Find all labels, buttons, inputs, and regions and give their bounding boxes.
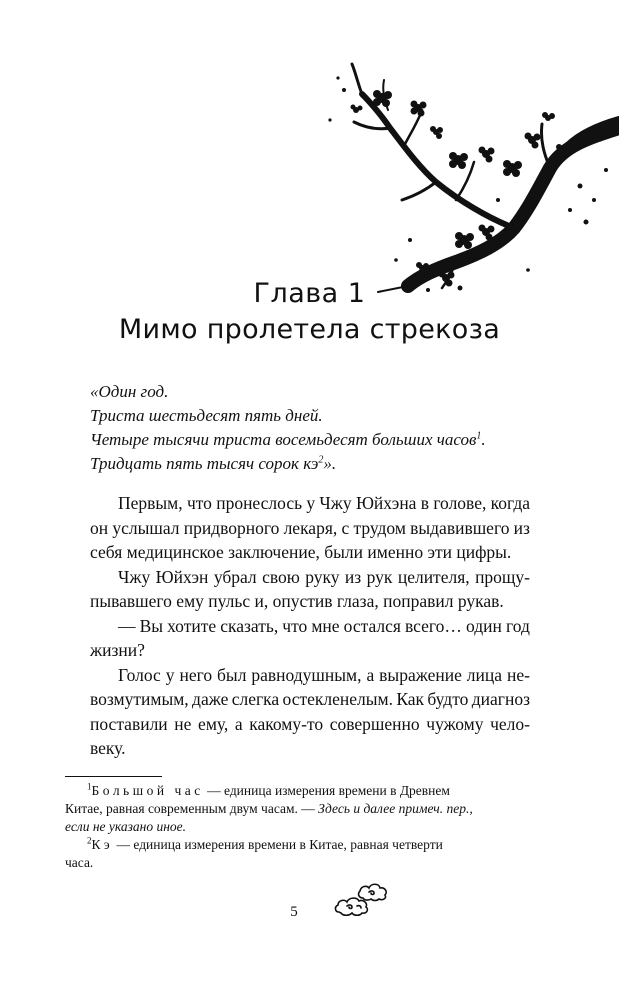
- footnotes: [65, 782, 535, 872]
- text-line: веку.: [90, 738, 126, 758]
- cloud-ornament-icon: [333, 878, 395, 922]
- text-line: возмутимым, даже слегка остекленелым. Как будто диагноз: [90, 689, 530, 709]
- footnote-text: Китае, равная современным двум часам. —: [65, 801, 319, 816]
- text-line: себя медицинское заключение, были именно эти цифры.: [90, 542, 512, 562]
- footnote-line: [65, 800, 535, 818]
- text-line: жизни?: [90, 640, 145, 660]
- epigraph-text: ».: [323, 454, 337, 473]
- body-text: [90, 491, 530, 761]
- footnote-line: [65, 818, 535, 836]
- text-line: Голос у него был равнодушным, а выражение лица не-: [118, 664, 530, 685]
- footnote-line: [65, 836, 535, 854]
- text-line: — Вы хотите сказать, что мне остался всего… один год: [118, 615, 530, 636]
- chapter-number: Глава 1: [253, 278, 366, 309]
- footnote-line: часа.: [65, 855, 94, 870]
- epigraph-line: [90, 428, 550, 452]
- text-line: Первым, что пронеслось у Чжу Юйхэна в голове, когда: [118, 493, 530, 513]
- footnote-ref: 1: [476, 430, 482, 442]
- text-line: Чжу Юйхэн убрал свою руку из рук целителя, прощу-: [118, 566, 530, 587]
- page-number: 5: [290, 904, 298, 920]
- epigraph-text: Четыре тысячи триста восемьдесят больших часов: [90, 430, 477, 449]
- plum-blossom-branch-illustration: [318, 50, 619, 300]
- epigraph-line: [90, 452, 550, 476]
- footnote-term: Большой час: [91, 783, 204, 798]
- footnote-text: — единица измерения времени в Древнем: [203, 783, 450, 798]
- footnote-ref: 2: [318, 454, 324, 466]
- footnote-note: Здесь и далее примеч. пер.,: [318, 801, 473, 816]
- text-line: он услышал придворного лекаря, с трудом выдавившего из: [90, 517, 530, 538]
- text-line: пывавшего ему пульс и, опустив глаза, поправил рукав.: [90, 591, 504, 611]
- footnote-number: 1: [87, 781, 92, 792]
- epigraph-text: .: [481, 430, 486, 449]
- footnote-divider: [65, 776, 162, 777]
- epigraph-line: «Один год.: [90, 382, 169, 401]
- footnote-line: [65, 782, 535, 800]
- epigraph-line: Триста шестьдесят пять дней.: [90, 406, 323, 425]
- text-line: поставили не ему, а какому-то совершенно чужому чело-: [90, 713, 530, 734]
- footnote-number: 2: [87, 835, 92, 846]
- footnote-note: если не указано иное.: [65, 819, 187, 834]
- epigraph: [90, 380, 550, 476]
- footnote-text: — единица измерения времени в Китае, равная четверти: [113, 837, 443, 852]
- chapter-title: Мимо пролетела стрекоза: [118, 314, 501, 345]
- epigraph-text: Тридцать пять тысяч сорок кэ: [90, 454, 319, 473]
- footnote-term: Кэ: [91, 837, 114, 852]
